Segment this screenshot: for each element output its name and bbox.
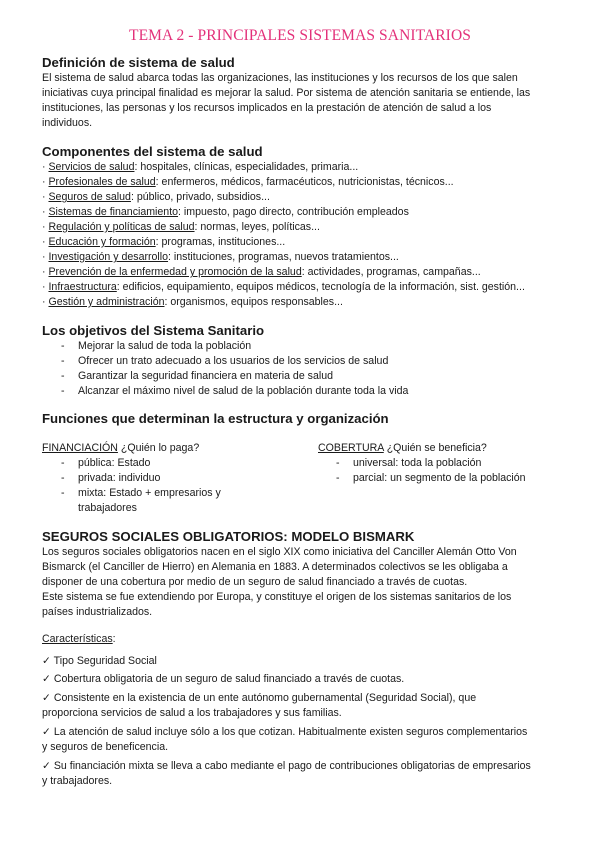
cobertura-item: universal: toda la población	[353, 457, 482, 469]
list-item	[42, 221, 320, 233]
objetivo-text: Garantizar la seguridad financiera en materia de salud	[78, 370, 333, 382]
bismark-line: Los seguros sociales obligatorios nacen en el siglo XIX como iniciativa del Canciller Alemán Otto Von	[42, 546, 517, 558]
component-desc: : programas, instituciones...	[155, 236, 286, 248]
check-item	[42, 673, 404, 685]
check-icon: ✓	[42, 673, 51, 685]
cobertura-label: COBERTURA	[318, 442, 384, 454]
check-item	[42, 655, 157, 667]
component-desc: : instituciones, programas, nuevos tratamientos...	[168, 251, 399, 263]
component-desc: : normas, leyes, políticas...	[194, 221, 320, 233]
bullet: ·	[42, 191, 46, 203]
list-item	[61, 355, 389, 367]
check-icon: ✓	[42, 692, 51, 704]
list-item	[42, 296, 343, 308]
component-desc: : impuesto, pago directo, contribución empleados	[178, 206, 409, 218]
component-term: Infraestructura	[48, 281, 117, 293]
objetivo-text: Mejorar la salud de toda la población	[78, 340, 252, 352]
bismark-line: Bismarck (el Canciller de Hierro) en Alemania en 1883. A determinados colectivos se les obligaba a	[42, 561, 508, 573]
bullet: ·	[42, 281, 46, 293]
caracteristicas-colon: :	[112, 633, 116, 645]
check-icon: ✓	[42, 655, 51, 667]
caracteristicas-heading	[42, 633, 116, 645]
check-text: Su financiación mixta se lleva a cabo mediante el pago de contribuciones obligatorias de empresarios	[53, 760, 531, 772]
dash-bullet: -	[61, 457, 65, 469]
caracteristicas-label: Características	[42, 633, 113, 645]
dash-bullet: -	[336, 457, 340, 469]
list-item	[42, 281, 525, 293]
financiacion-item: pública: Estado	[78, 457, 151, 469]
check-item	[42, 692, 476, 704]
component-term: Seguros de salud	[48, 191, 131, 203]
bullet: ·	[42, 221, 46, 233]
component-desc: : organismos, equipos responsables...	[164, 296, 343, 308]
bullet: ·	[42, 176, 46, 188]
list-item	[42, 236, 285, 248]
cobertura-question: ¿Quién se beneficia?	[383, 442, 487, 454]
page-title: TEMA 2 - PRINCIPALES SISTEMAS SANITARIOS	[129, 27, 471, 44]
list-item	[42, 191, 270, 203]
component-desc: : actividades, programas, campañas...	[301, 266, 481, 278]
list-item	[336, 472, 526, 484]
component-term: Investigación y desarrollo	[48, 251, 169, 263]
objetivo-text: Ofrecer un trato adecuado a los usuarios de los servicios de salud	[78, 355, 389, 367]
component-term: Prevención de la enfermedad y promoción de la salud	[48, 266, 302, 278]
component-desc: : público, privado, subsidios...	[130, 191, 270, 203]
bullet: ·	[42, 296, 46, 308]
component-term: Regulación y políticas de salud	[48, 221, 195, 233]
dash-bullet: -	[61, 370, 65, 382]
componentes-heading: Componentes del sistema de salud	[42, 144, 263, 159]
list-item	[61, 370, 333, 382]
list-item	[61, 487, 221, 499]
component-desc: : enfermeros, médicos, farmacéuticos, nutricionistas, técnicos...	[155, 176, 454, 188]
definicion-heading: Definición de sistema de salud	[42, 55, 235, 70]
financiacion-item: mixta: Estado + empresarios y	[78, 487, 221, 499]
dash-bullet: -	[336, 472, 340, 484]
list-item	[42, 161, 358, 173]
check-text: Consistente en la existencia de un ente autónomo gubernamental (Seguridad Social), que	[53, 692, 477, 704]
list-item	[61, 340, 252, 352]
definicion-line: iniciativas cuya principal finalidad es mejorar la salud. Por sistema de atención sanitaria se entiende, las	[42, 87, 531, 99]
cobertura-item: parcial: un segmento de la población	[353, 472, 526, 484]
dash-bullet: -	[61, 340, 65, 352]
check-text: Cobertura obligatoria de un seguro de salud financiado a través de cuotas.	[53, 673, 405, 685]
component-term: Gestión y administración	[48, 296, 165, 308]
list-item	[42, 266, 481, 278]
cobertura-header	[318, 442, 487, 454]
list-item	[42, 251, 399, 263]
list-item	[61, 472, 161, 484]
bullet: ·	[42, 236, 46, 248]
check-text-continuation: y trabajadores.	[42, 775, 113, 787]
financiacion-label: FINANCIACIÓN	[42, 442, 118, 454]
financiacion-question: ¿Quién lo paga?	[117, 442, 200, 454]
bullet: ·	[42, 206, 46, 218]
bullet: ·	[42, 266, 46, 278]
check-text-continuation: y seguros de beneficencia.	[42, 741, 169, 753]
bismark-line: disponer de una cobertura por medio de un seguro de salud financiado a través de cuotas.	[42, 576, 468, 588]
check-text: Tipo Seguridad Social	[53, 655, 157, 667]
component-desc: : hospitales, clínicas, especialidades, primaria...	[134, 161, 359, 173]
financiacion-header	[42, 442, 199, 454]
bismark-line: Este sistema se fue extendiendo por Europa, y constituye el origen de los sistemas sanitarios de los	[42, 591, 512, 603]
objetivos-heading: Los objetivos del Sistema Sanitario	[42, 323, 265, 338]
check-text: La atención de salud incluye sólo a los que cotizan. Habitualmente existen seguros complementarios	[53, 726, 528, 738]
list-item	[61, 385, 409, 397]
dash-bullet: -	[61, 355, 65, 367]
definicion-line: El sistema de salud abarca todas las organizaciones, las instituciones y los recursos de los que salen	[42, 72, 518, 84]
bullet: ·	[42, 251, 46, 263]
financiacion-item: privada: individuo	[78, 472, 161, 484]
check-icon: ✓	[42, 760, 51, 772]
dash-bullet: -	[61, 472, 65, 484]
list-item-continuation: trabajadores	[78, 502, 137, 514]
list-item	[42, 206, 409, 218]
check-item	[42, 760, 531, 772]
bismark-heading: SEGUROS SOCIALES OBLIGATORIOS: MODELO BISMARK	[42, 529, 415, 544]
definicion-line: individuos.	[42, 117, 93, 129]
component-term: Profesionales de salud	[48, 176, 156, 188]
component-term: Servicios de salud	[48, 161, 135, 173]
bismark-line: países industrializados.	[42, 606, 153, 618]
component-term: Sistemas de financiamiento	[48, 206, 179, 218]
list-item	[61, 457, 151, 469]
list-item	[42, 176, 454, 188]
check-text-continuation: proporciona servicios de salud a los trabajadores y sus familias.	[42, 707, 342, 719]
dash-bullet: -	[61, 385, 65, 397]
component-desc: : edificios, equipamiento, equipos médicos, tecnología de la información, sist. gestión...	[116, 281, 525, 293]
bullet: ·	[42, 161, 46, 173]
check-icon: ✓	[42, 726, 51, 738]
objetivo-text: Alcanzar el máximo nivel de salud de la población durante toda la vida	[78, 385, 409, 397]
funciones-heading: Funciones que determinan la estructura y organización	[42, 411, 389, 426]
definicion-line: instituciones, las personas y los recursos implicados en la prestación de atención de salud a los	[42, 102, 492, 114]
check-item	[42, 726, 527, 738]
component-term: Educación y formación	[48, 236, 156, 248]
list-item	[336, 457, 482, 469]
dash-bullet: -	[61, 487, 65, 499]
